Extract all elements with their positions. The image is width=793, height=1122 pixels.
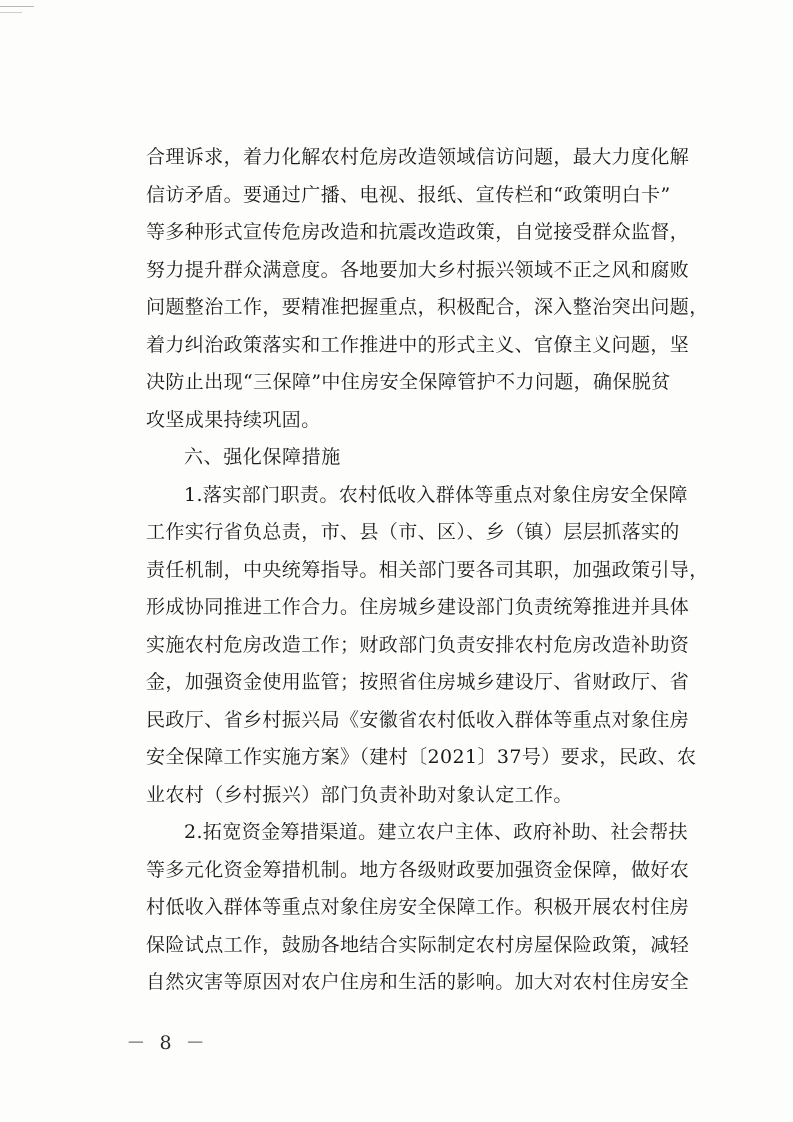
- body-line: 合理诉求，着力化解农村危房改造领域信访问题，最大力度化解: [146, 146, 690, 168]
- body-line: 信访矛盾。要通过广播、电视、报纸、宣传栏和“政策明白卡”: [146, 183, 671, 206]
- body-line: 保险试点工作，鼓励各地结合实际制定农村房屋保险政策，减轻: [146, 933, 690, 956]
- body-line: 实施农村危房改造工作；财政部门负责安排农村危房改造补助资: [146, 633, 690, 656]
- scan-corner-mark-secondary: [0, 12, 22, 13]
- body-line: 等多元化资金筹措机制。地方各级财政要加强资金保障，做好农: [146, 858, 690, 881]
- body-line: 工作实行省负总责，市、县（市、区）、乡（镇）层层抓落实的: [146, 521, 680, 543]
- page-number: － 8 －: [126, 1032, 209, 1054]
- body-line: 攻坚成果持续巩固。: [146, 408, 321, 431]
- scan-corner-mark: [0, 6, 34, 7]
- body-line: 村低收入群体等重点对象住房安全保障工作。积极开展农村住房: [146, 896, 690, 918]
- body-line: 业农村（乡村振兴）部门负责补助对象认定工作。: [146, 783, 573, 806]
- section-heading: 六、强化保障措施: [184, 446, 341, 468]
- body-line: 民政厅、省乡村振兴局《安徽省农村低收入群体等重点对象住房: [146, 708, 690, 731]
- body-line: 问题整治工作，要精准把握重点，积极配合，深入整治突出问题，: [146, 296, 709, 318]
- body-line: 安全保障工作实施方案》（建村〔2021〕37号）要求，民政、农: [146, 746, 697, 768]
- body-line: 等多种形式宣传危房改造和抗震改造政策，自觉接受群众监督，: [146, 221, 690, 243]
- body-line: 自然灾害等原因对农户住房和生活的影响。加大对农村住房安全: [146, 971, 690, 993]
- body-line: 决防止出现“三保障”中住房安全保障管护不力问题，确保脱贫: [146, 371, 671, 393]
- body-line: 努力提升群众满意度。各地要加大乡村振兴领域不正之风和腐败: [146, 258, 690, 281]
- body-line: 责任机制，中央统筹指导。相关部门要各司其职，加强政策引导，: [146, 558, 709, 581]
- paragraph-first-line: 2.拓宽资金筹措渠道。建立农户主体、政府补助、社会帮扶: [184, 821, 688, 843]
- paragraph-first-line: 1.落实部门职责。农村低收入群体等重点对象住房安全保障: [184, 483, 688, 506]
- document-body: [146, 139, 726, 1002]
- body-line: 形成协同推进工作合力。住房城乡建设部门负责统筹推进并具体: [146, 596, 690, 618]
- body-line: 着力纠治政策落实和工作推进中的形式主义、官僚主义问题，坚: [146, 333, 690, 356]
- body-line: 金，加强资金使用监管；按照省住房城乡建设厅、省财政厅、省: [146, 671, 690, 693]
